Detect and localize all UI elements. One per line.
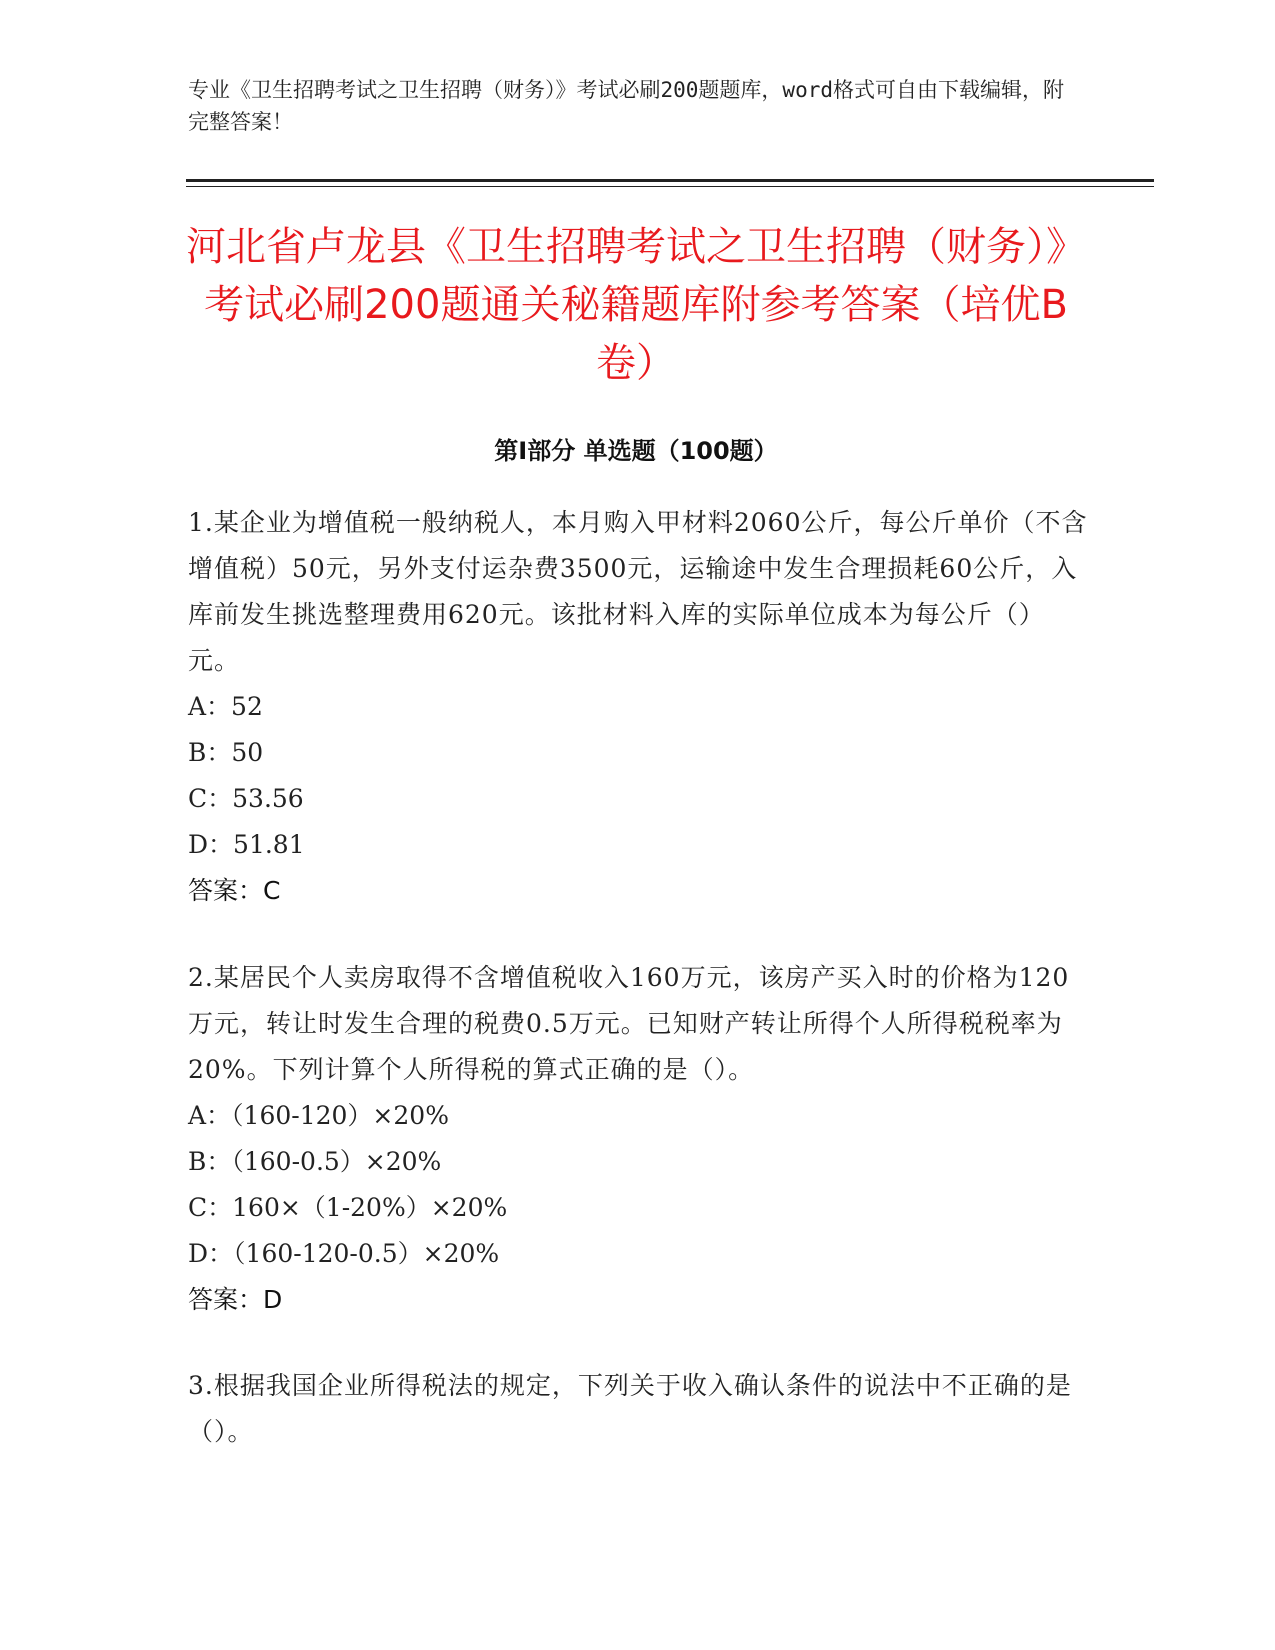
document-title: 河北省卢龙县《卫生招聘考试之卫生招聘（财务）》考试必刷200题通关秘籍题库附参考答案（培优B卷） [186, 224, 1086, 386]
question-2 [188, 955, 1088, 1323]
answer-line: 答案：D [188, 1285, 283, 1314]
section-heading: 第I部分 单选题（100题） [494, 437, 778, 465]
question-stem: 1.某企业为增值税一般纳税人，本月购入甲材料2060公斤，每公斤单价（不含增值税）50元，另外支付运杂费3500元，运输途中发生合理损耗60公斤，入库前发生挑选整理费用620元。该批材料入库的实际单位成本为每公斤（）元。 [188, 508, 1088, 675]
answer-line: 答案：C [188, 876, 281, 905]
question-3 [188, 1363, 1088, 1455]
option-c: C：160×（1-20%）×20% [188, 1193, 508, 1222]
option-b: B：50 [188, 738, 264, 767]
header-note: 专业《卫生招聘考试之卫生招聘（财务）》考试必刷200题题库，word格式可自由下载编辑，附完整答案！ [188, 78, 1064, 134]
option-a: A：（160-120）×20% [188, 1101, 449, 1130]
option-d: D：51.81 [188, 830, 305, 859]
header-rule-thick [186, 179, 1154, 182]
question-1 [188, 500, 1088, 914]
option-a: A：52 [188, 692, 263, 721]
header-rule-thin [186, 186, 1154, 187]
option-b: B：（160-0.5）×20% [188, 1147, 442, 1176]
question-stem: 3.根据我国企业所得税法的规定，下列关于收入确认条件的说法中不正确的是（）。 [188, 1371, 1072, 1446]
option-c: C：53.56 [188, 784, 304, 813]
question-stem: 2.某居民个人卖房取得不含增值税收入160万元，该房产买入时的价格为120万元，转让时发生合理的税费0.5万元。已知财产转让所得个人所得税税率为20%。下列计算个人所得税的算式正确的是（）。 [188, 963, 1070, 1084]
option-d: D：（160-120-0.5）×20% [188, 1239, 500, 1268]
